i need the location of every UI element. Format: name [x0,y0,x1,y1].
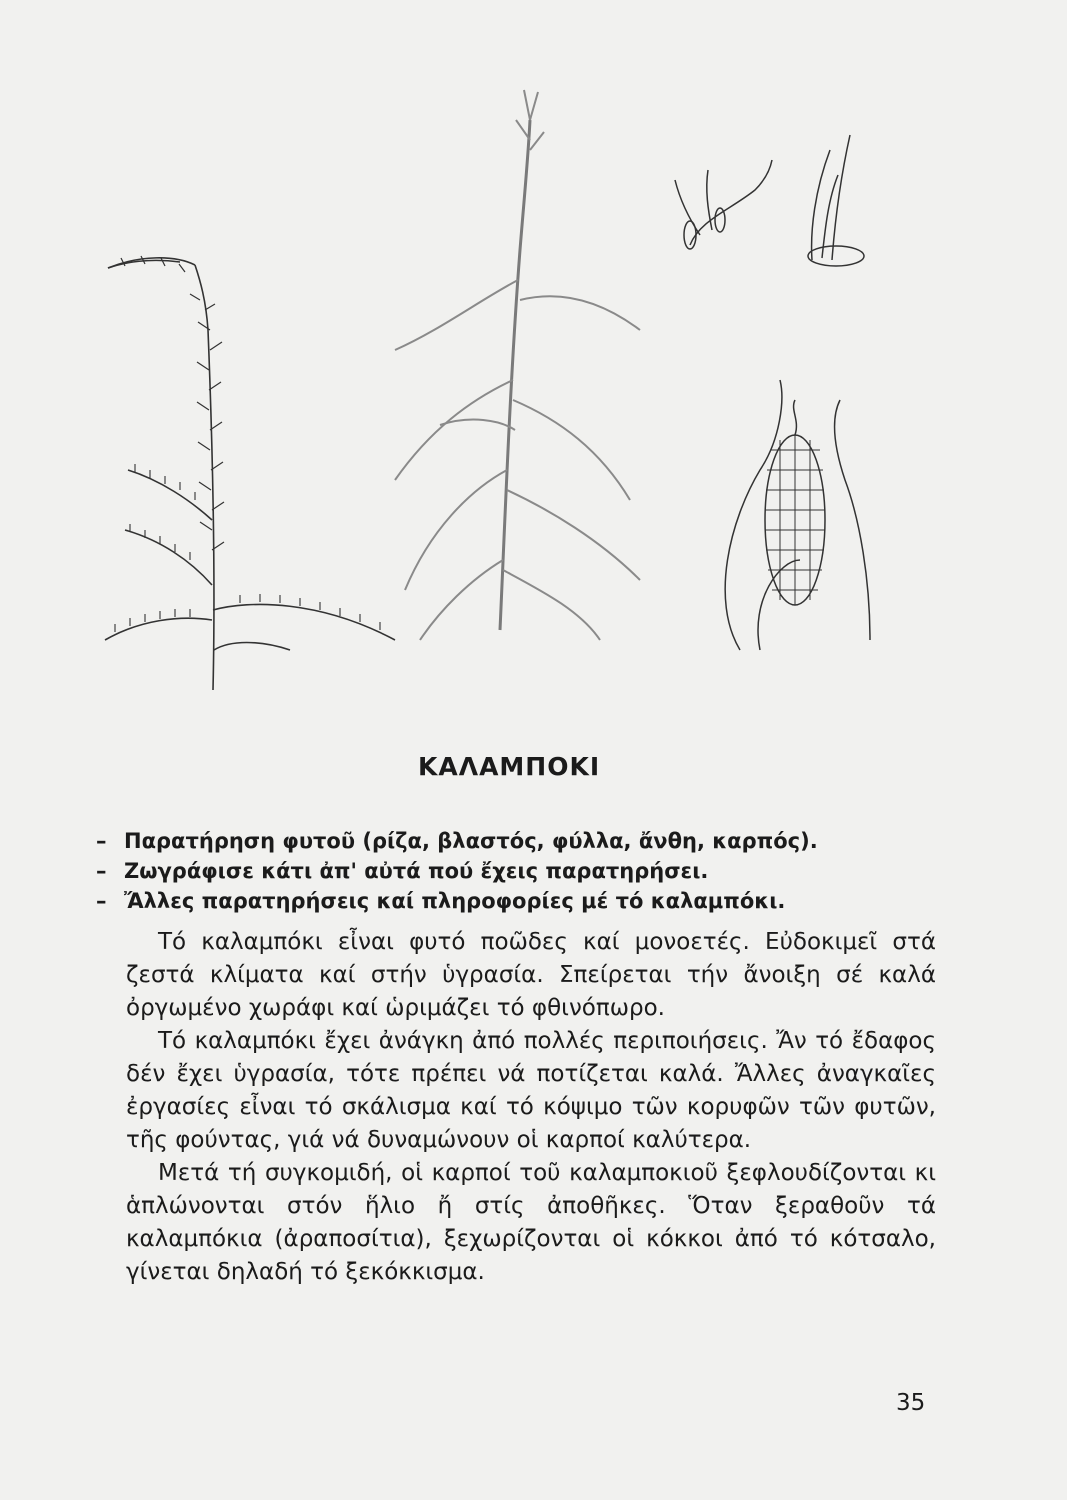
page-number: 35 [896,1390,926,1416]
task-text: Παρατήρηση φυτοῦ (ρίζα, βλαστός, φύλλα, ἄνθη, καρπός). [124,829,818,853]
corn-cob-icon [725,380,870,650]
page-title: ΚΑΛΑΜΠΟΚΙ [418,752,601,781]
corn-plant-icon [395,90,640,640]
paragraph: Μετά τή συγκομιδή, οἱ καρποί τοῦ καλαμποκιοῦ ξεφλουδίζονται κι ἁπλώνονται στόν ἥλιο ἤ στίς ἀποθῆκες. Ὅταν ξεραθοῦν τά καλαμπόκια (ἀραποσίτια), ξεχωρίζονται οἱ κόκκοι ἀπό τό κότσαλο, γίνεται δηλαδή τό ξεκόκκισμα. [126,1160,936,1285]
task-list [96,826,818,916]
task-text: Ζωγράφισε κάτι ἀπ' αὐτά πού ἔχεις παρατηρήσει. [124,859,709,883]
task-text: Ἄλλες παρατηρήσεις καί πληροφορίες μέ τό καλαμπόκι. [124,889,786,913]
paragraph: Τό καλαμπόκι ἔχει ἀνάγκη ἀπό πολλές περιποιήσεις. Ἄν τό ἔδαφος δέν ἔχει ὑγρασία, τότε πρέπει νά ποτίζεται καλά. Ἄλλες ἀναγκαῖες ἐργασίες εἶναι τό σκάλισμα καί τό κόψιμο τῶν κορυφῶν τῶν φυτῶν, τῆς φούντας, γιά νά δυναμώνουν οἱ καρποί καλύτερα. [126,1028,936,1153]
corn-tassel-icon [105,256,395,690]
task-item: – Παρατήρηση φυτοῦ (ρίζα, βλαστός, φύλλα, ἄνθη, καρπός). [96,829,818,853]
corn-flower-icon [675,135,864,266]
illustrations [0,0,1067,740]
task-item: – Ζωγράφισε κάτι ἀπ' αὐτά πού ἔχεις παρατηρήσει. [96,859,709,883]
paragraph: Τό καλαμπόκι εἶναι φυτό ποῶδες καί μονοετές. Εὐδοκιμεῖ στά ζεστά κλίματα καί στήν ὑγρασία. Σπείρεται τήν ἄνοιξη σέ καλά ὀργωμένο χωράφι καί ὡριμάζει τό φθινόπωρο. [126,929,936,1021]
task-item: – Ἄλλες παρατηρήσεις καί πληροφορίες μέ τό καλαμπόκι. [96,889,786,913]
body-text [126,926,936,1289]
